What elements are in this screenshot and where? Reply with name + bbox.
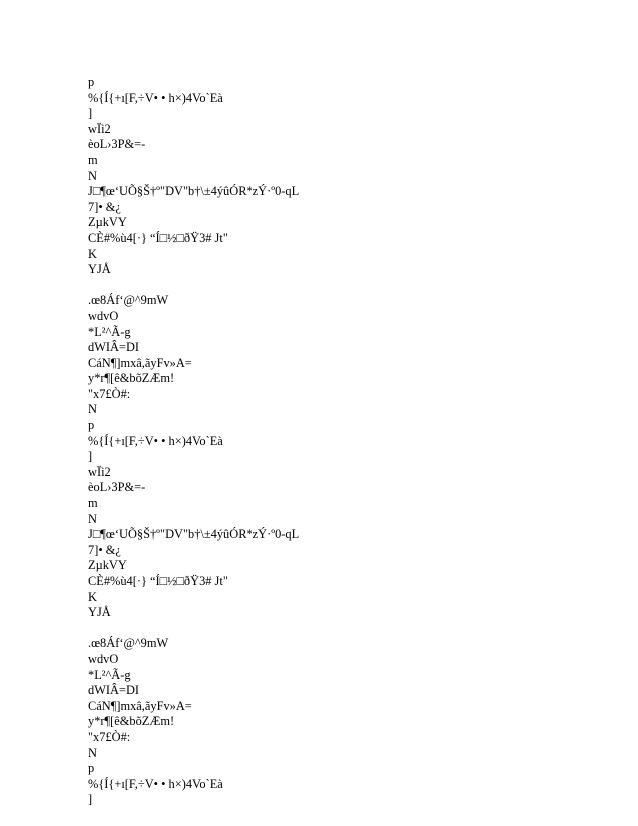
text-line: ZµkVY	[88, 215, 127, 230]
text-line: CáN¶]mxâ,ãyFv»A=	[88, 698, 192, 713]
text-line: J□¶œ‘UÕ§Š†º"DV"b†\±4ýûÓR*zÝ·º0-qL	[88, 527, 300, 542]
text-line: N	[88, 168, 97, 183]
text-line: *L²^Ã-g	[88, 667, 131, 682]
text-line: .œ8Áf‘@^9mW	[88, 636, 169, 651]
text-line: dWIÂ=DI	[88, 340, 140, 355]
text-line: 7]• &¿	[88, 542, 121, 557]
text-line: p	[88, 761, 95, 776]
text-line: "x7£Ò#:	[88, 386, 131, 401]
text-line: K	[88, 246, 97, 261]
text-line: %{Í{+ı[F,÷V• • h×)4Vo`Eà	[88, 90, 223, 105]
text-line: p	[88, 75, 95, 89]
text-line: ]	[88, 449, 93, 464]
text-line: CÈ#%ù4[·} “Í□½□ðŸ3# Jt"	[88, 230, 228, 245]
text-line: y*r¶[ê&bõZÆm!	[88, 371, 175, 386]
text-line: YJÅ	[88, 262, 111, 277]
text-line: CáN¶]mxâ,ãyFv»A=	[88, 355, 192, 370]
text-line: èoL›3P&=-	[88, 480, 146, 495]
text-line: N	[88, 402, 97, 417]
text-line	[88, 621, 588, 637]
text-line: 7]• &¿	[88, 199, 121, 214]
text-line	[88, 278, 588, 294]
text-line: ]	[88, 106, 93, 121]
text-line: %{Í{+ı[F,÷V• • h×)4Vo`Eà	[88, 433, 223, 448]
text-line: èoL›3P&=-	[88, 137, 146, 152]
text-line: y*r¶[ê&bõZÆm!	[88, 714, 175, 729]
text-line: J□¶œ‘UÕ§Š†º"DV"b†\±4ýûÓR*zÝ·º0-qL	[88, 184, 300, 199]
text-line: p	[88, 418, 95, 433]
text-line: wdvO	[88, 308, 119, 323]
text-line: dWIÂ=DI	[88, 683, 140, 698]
text-line: YJÅ	[88, 605, 111, 620]
text-line: CÈ#%ù4[·} “Í□½□ðŸ3# Jt"	[88, 574, 228, 588]
text-line: *L²^Ã-g	[88, 324, 131, 339]
text-line: wÏì2	[88, 121, 111, 136]
text-line: ]	[88, 792, 93, 807]
text-line: "x7£Ò#:	[88, 729, 131, 744]
text-line: %{Í{+ı[F,÷V• • h×)4Vo`Eà	[88, 776, 223, 791]
text-line: m	[88, 496, 98, 511]
text-line: wÏì2	[88, 464, 111, 479]
document-text-block	[88, 75, 588, 808]
text-line: ZµkVY	[88, 558, 127, 573]
text-line: K	[88, 589, 97, 604]
text-line: N	[88, 745, 97, 760]
text-line: wdvO	[88, 651, 119, 666]
text-line: m	[88, 152, 98, 167]
text-line: N	[88, 511, 97, 526]
text-line: .œ8Áf‘@^9mW	[88, 293, 169, 308]
